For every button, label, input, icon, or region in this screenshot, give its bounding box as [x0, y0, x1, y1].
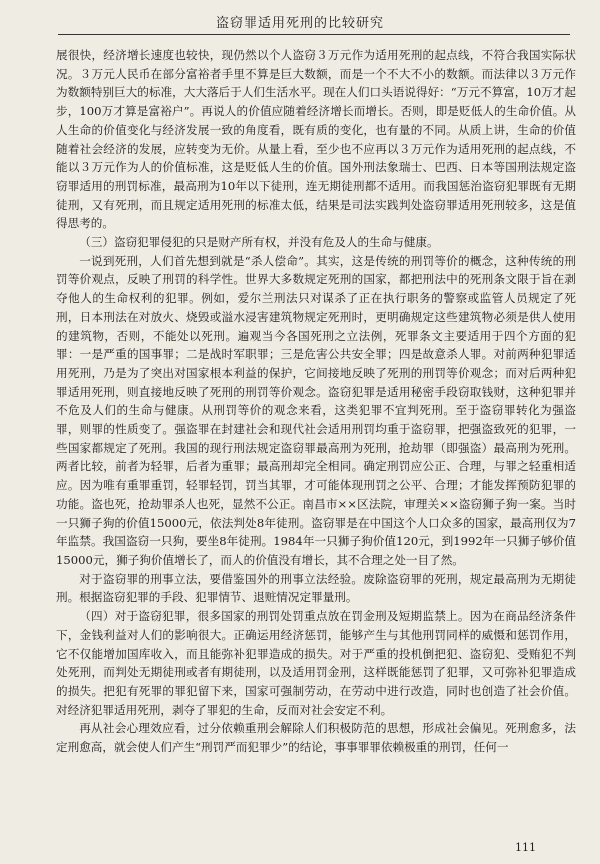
- paragraph: 一说到死刑，人们首先想到就是“杀人偿命”。其实，这是传统的刑罚等价的概念，这种传统的刑罚等价观点，反映了刑罚的科学性。世界大多数规定死刑的国家，都把刑法中的死刑条文限于旨在剥夺他人的生命权利的犯罪。例如，爱尔兰刑法只对谋杀了正在执行职务的警察或监管人员规定了死刑，日本刑法在对放火、烧毁或溢水浸害建筑物规定死刑时，更明确规定这些建筑物必须是供人使用的建筑物，否则，不能处以死刑。遍观当今各国死刑之立法例，死罪条文主要适用于四个方面的犯罪：一是严重的国事罪；二是战时军职罪；三是危害公共安全罪；四是故意杀人罪。对前两种犯罪适用死刑，乃是为了突出对国家根本利益的保护，它间接地反映了死刑的刑罚等价观念；而对后两种犯罪适用死刑，则直接地反映了死刑的刑罚等价观念。盗窃犯罪是适用秘密手段窃取钱财，这种犯罪并不危及人们的生命与健康。从刑罚等价的观念来看，这类犯罪不宜判死刑。至于盗窃罪转化为强盗罪，则罪的性质变了。强盗罪在封建社会和现代社会适用刑罚均重于盗窃罪，把强盗致死的犯罪，一些国家都规定了死刑。我国的现行刑法规定盗窃罪最高刑为死刑，抢劫罪（即强盗）最高刑为死刑。两者比较，前者为轻罪，后者为重罪；最高刑却完全相同。确定刑罚应公正、合理，与罪之轻重相适应。因为唯有重罪重罚，轻罪轻罚，罚当其罪，才可能体现刑罚之公平、合理；才能发挥预防犯罪的功能。盗也死，抢劫罪杀人也死，显然不公正。南昌市××区法院，审理关××盗窃狮子狗一案。当时一只狮子狗的价值15000元，依法判处8年徒刑。盗窃罪是在中国这个人口众多的国家，最高刑仅为7年监禁。我国盗窃一只狗，要坐8年徒刑。1984年一只狮子狗价值120元，到1992年一只狮子够价值15000元，狮子狗价值增长了，而人的价值没有增长，其不合理之处一目了然。: [56, 253, 576, 567]
- section-heading-3: （三）盗窃犯罪侵犯的只是财产所有权，并没有危及人的生命与健康。: [79, 235, 439, 250]
- body-text: [56, 46, 576, 757]
- header-rule: [58, 34, 570, 35]
- paragraph-continuation: 展很快，经济增长速度也较快，现仍然以个人盗窃３万元作为适用死刑的起点线，不符合我国实际状况。３万元人民币在部分富裕者手里不算是巨大数额，而是一个不大不小的数额。而法律以３万元作为数额特别巨大的标准，大大落后于人们生活水平。现在人们口头语说得好：“万元不算富，10万才起步，100万才算是富裕户”。再说人的价值应随着经济增长而增长。否则，即是贬低人的生命价值。从人生命的价值变化与经济发展一致的角度看，既有质的变化，也有量的不同。从质上讲，生命的价值随着社会经济的发展，应转变为无价。从量上看，至少也不应再以３万元作为适用死刑的起点线，不能以３万元作为人的价值标准，这是贬低人生的价值。国外刑法象瑞士、巴西、日本等国刑法规定盗窃罪适用的刑罚标准，最高刑为10年以下徒刑，连无期徒刑都不适用。而我国惩治盗窃犯罪既有无期徒刑，又有死刑，而且规定适用死刑的标准太低，结果是司法实践判处盗窃罪适用死刑较多，这是值得思考的。: [56, 48, 576, 231]
- running-header: 盗窃罪适用死刑的比较研究: [215, 16, 384, 31]
- paragraph: 再从社会心理效应看，过分依赖重刑会解除人们积极防范的思想，形成社会偏见。死刑愈多，法定刑愈高，就会使人们产生“刑罚严而犯罪少”的结论，事事罪罪依赖极重的刑罚，任何一: [56, 721, 576, 755]
- section-paragraph-4: （四）对于盗窃犯罪，很多国家的刑罚处罚重点放在罚金刑及短期监禁上。因为在商品经济条件下，金钱利益对人们的影响很大。正确运用经济惩罚，能够产生与其他刑罚同样的威慑和惩罚作用，它不仅能增加国库收入，而且能弥补犯罪造成的损失。对于严重的投机倒把犯、盗窃犯、受贿犯不判处死刑，而判处无期徒刑或者有期徒刑，以及适用罚金刑，这样既能惩罚了犯罪，又可弥补犯罪造成的损失。把犯有死罪的罪犯留下来，国家可强制劳动，在劳动中进行改造，同时也创造了社会价值。对经济犯罪适用死刑，剥夺了罪犯的生命，反而对社会安定不利。: [56, 609, 576, 717]
- paragraph: 对于盗窃罪的刑事立法，要借鉴国外的刑事立法经验。废除盗窃罪的死刑，规定最高刑为无期徒刑。根据盗窃犯罪的手段、犯罪情节、退赃情况定罪量刑。: [56, 571, 576, 605]
- page-number: 111: [515, 841, 536, 854]
